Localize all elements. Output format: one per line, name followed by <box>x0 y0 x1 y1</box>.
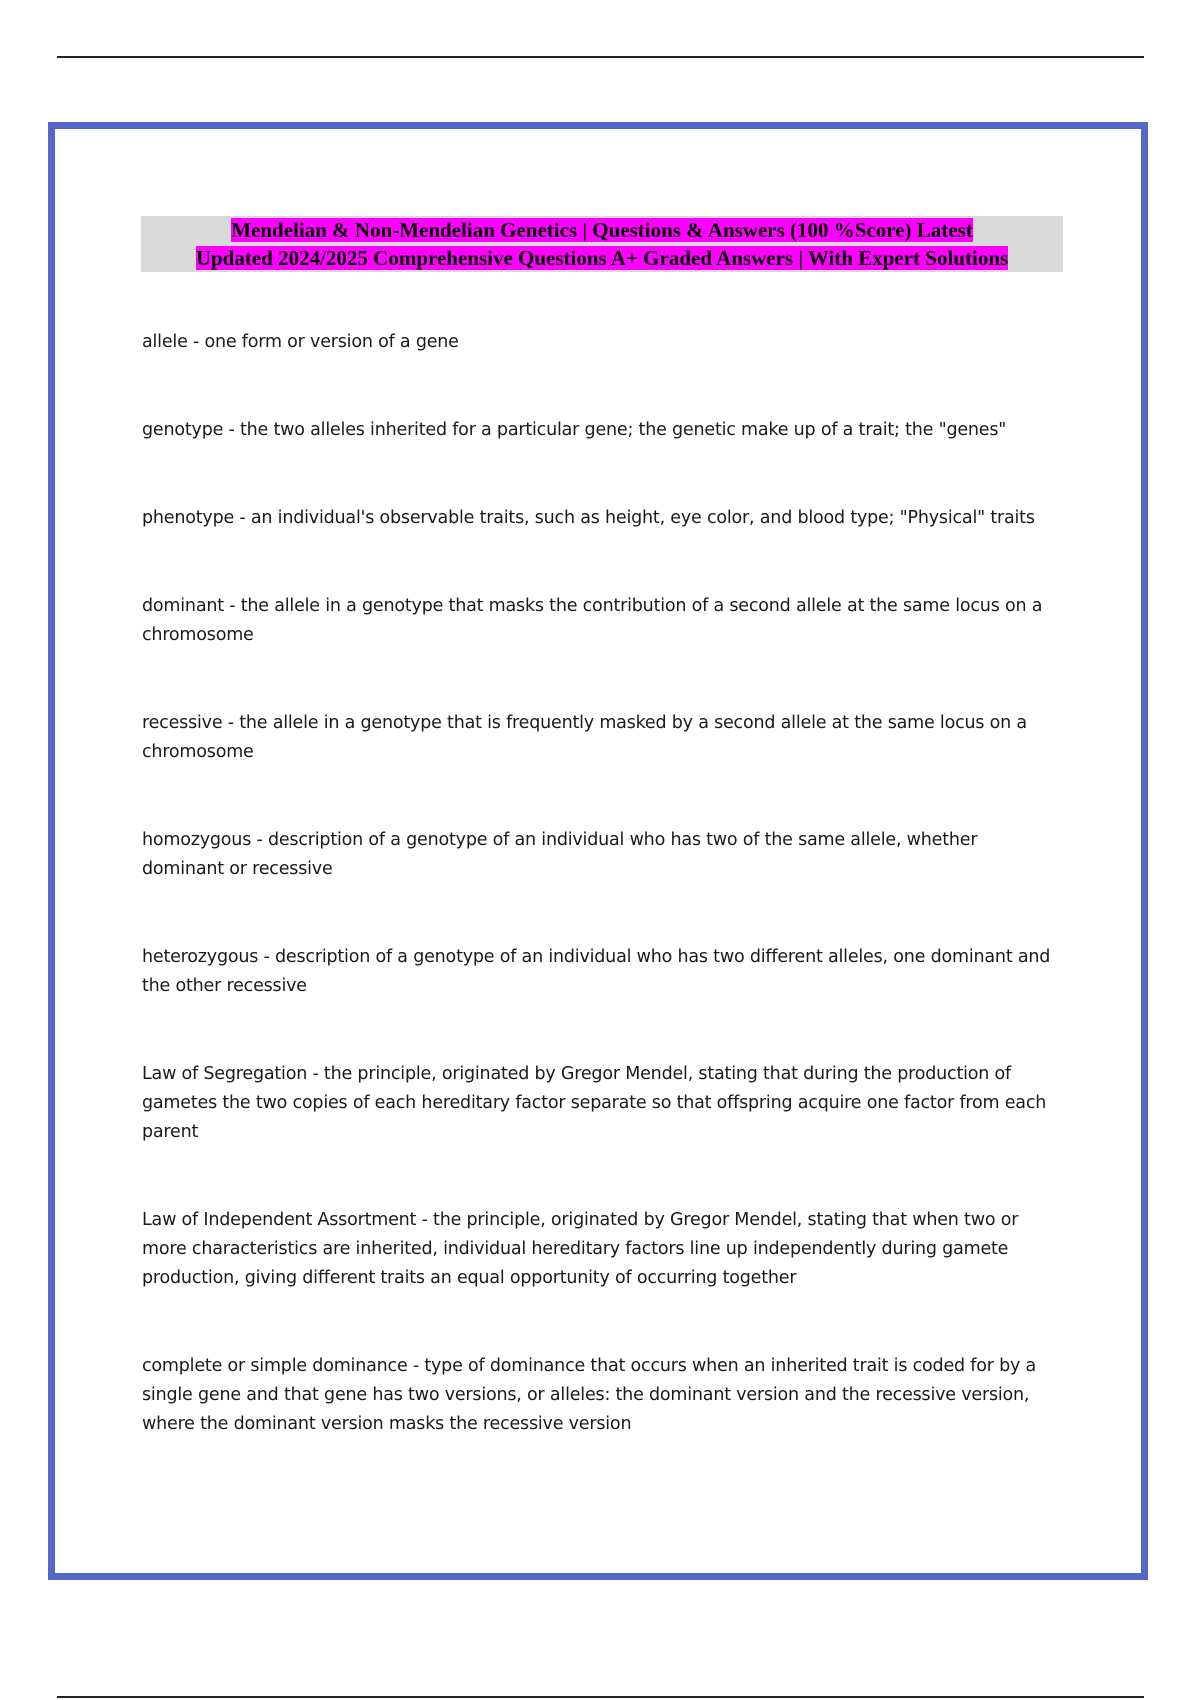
header-rule <box>57 56 1144 58</box>
document-title <box>141 216 1063 272</box>
title-line-1: Mendelian & Non-Mendelian Genetics | Questions & Answers (100 %Score) Latest <box>231 218 973 242</box>
definition-list <box>142 328 1062 1439</box>
definition-law-of-segregation: Law of Segregation - the principle, originated by Gregor Mendel, stating that during the production of gametes the two copies of each hereditary factor separate so that offspring acquire one factor from each parent <box>142 1064 1047 1142</box>
definition-homozygous: homozygous - description of a genotype of an individual who has two of the same allele, whether dominant or recessive <box>142 830 978 879</box>
definition-allele: allele - one form or version of a gene <box>142 332 459 352</box>
title-line-2: Updated 2024/2025 Comprehensive Questions A+ Graded Answers | With Expert Solutions <box>195 246 1009 270</box>
definition-genotype: genotype - the two alleles inherited for a particular gene; the genetic make up of a trait; the "genes" <box>142 420 1007 440</box>
definition-complete-dominance: complete or simple dominance - type of dominance that occurs when an inherited trait is coded for by a single gene and that gene has two versions, or alleles: the dominant version and the recessive version, where the dominant version masks the recessive version <box>142 1356 1037 1434</box>
definition-phenotype: phenotype - an individual's observable traits, such as height, eye color, and blood type; "Physical" traits <box>142 508 1035 528</box>
definition-law-of-independent-assortment: Law of Independent Assortment - the principle, originated by Gregor Mendel, stating that when two or more characteristics are inherited, individual hereditary factors line up independently during gamete production, giving different traits an equal opportunity of occurring together <box>142 1210 1019 1288</box>
definition-heterozygous: heterozygous - description of a genotype of an individual who has two different alleles, one dominant and the other recessive <box>142 947 1051 996</box>
definition-dominant: dominant - the allele in a genotype that masks the contribution of a second allele at the same locus on a chromosome <box>142 596 1043 645</box>
definition-recessive: recessive - the allele in a genotype that is frequently masked by a second allele at the same locus on a chromosome <box>142 713 1027 762</box>
footer-rule <box>57 1696 1144 1698</box>
